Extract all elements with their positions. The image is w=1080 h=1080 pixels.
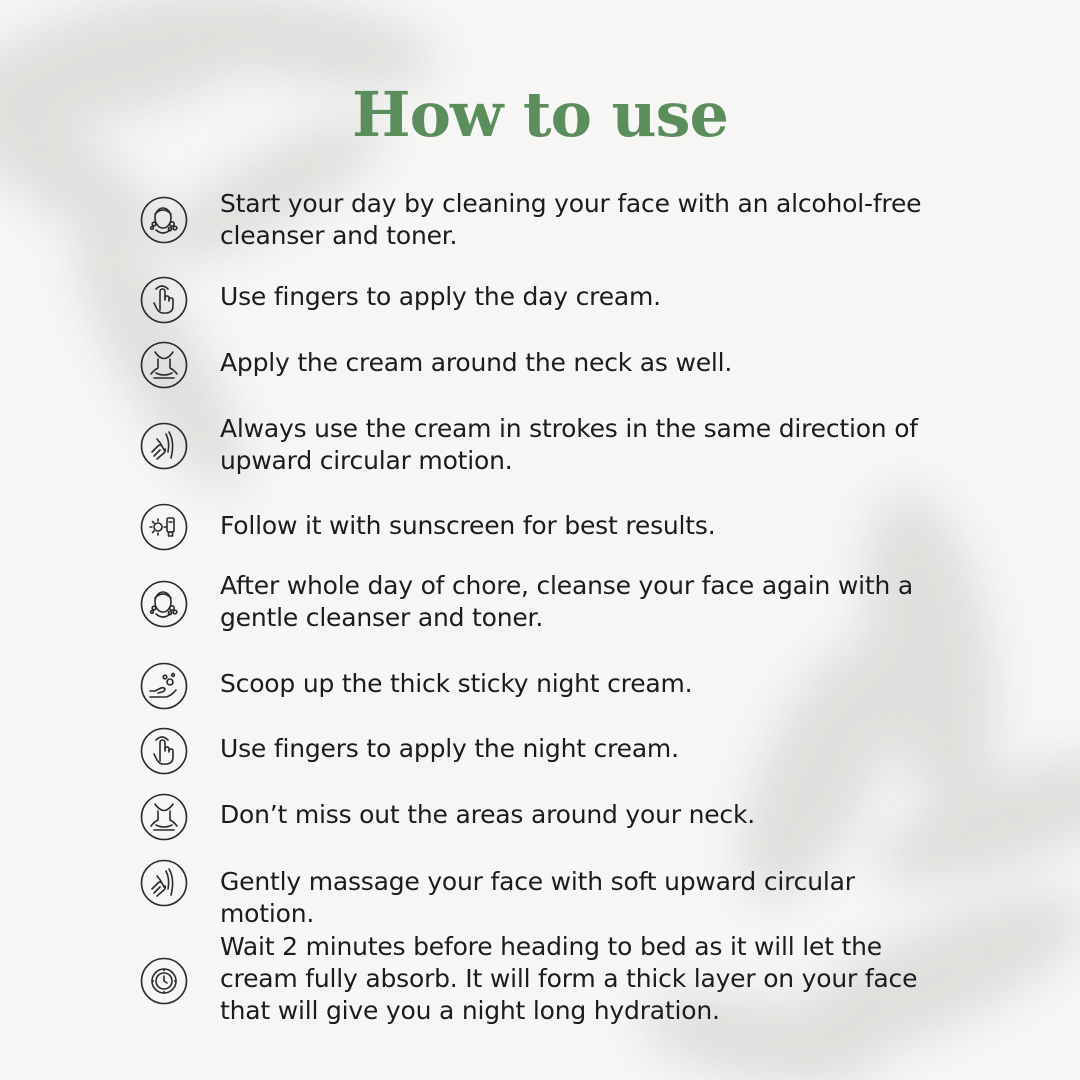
clock-icon	[140, 957, 188, 1005]
step-text: Gently massage your face with soft upward circular motion.	[220, 867, 855, 928]
step-text: Follow it with sunscreen for best results.	[220, 511, 716, 540]
step-text: Wait 2 minutes before heading to bed as it will let the cream fully absorb. It will form a thick layer on your face that will give you a night long hydration.	[220, 932, 918, 1025]
sunscreen-icon	[140, 503, 188, 551]
step-text: Start your day by cleaning your face with an alcohol-free cleanser and toner.	[220, 189, 922, 250]
page-title: How to use	[352, 78, 728, 151]
step-text: After whole day of chore, cleanse your face again with a gentle cleanser and toner.	[220, 571, 913, 632]
neck-icon	[140, 793, 188, 841]
step-text: Always use the cream in strokes in the same direction of upward circular motion.	[220, 414, 918, 475]
step-text: Use fingers to apply the night cream.	[220, 734, 679, 763]
step-text: Scoop up the thick sticky night cream.	[220, 669, 693, 698]
step-text: Use fingers to apply the day cream.	[220, 282, 661, 311]
face-cleansing-icon	[140, 580, 188, 628]
step-text: Don’t miss out the areas around your neck.	[220, 800, 755, 829]
finger-tap-icon	[140, 727, 188, 775]
hand-scoop-icon	[140, 662, 188, 710]
hand-stroke-icon	[140, 422, 188, 470]
step-text: Apply the cream around the neck as well.	[220, 348, 733, 377]
face-cleansing-icon	[140, 196, 188, 244]
finger-tap-icon	[140, 276, 188, 324]
hand-stroke-icon	[140, 859, 188, 907]
neck-icon	[140, 341, 188, 389]
